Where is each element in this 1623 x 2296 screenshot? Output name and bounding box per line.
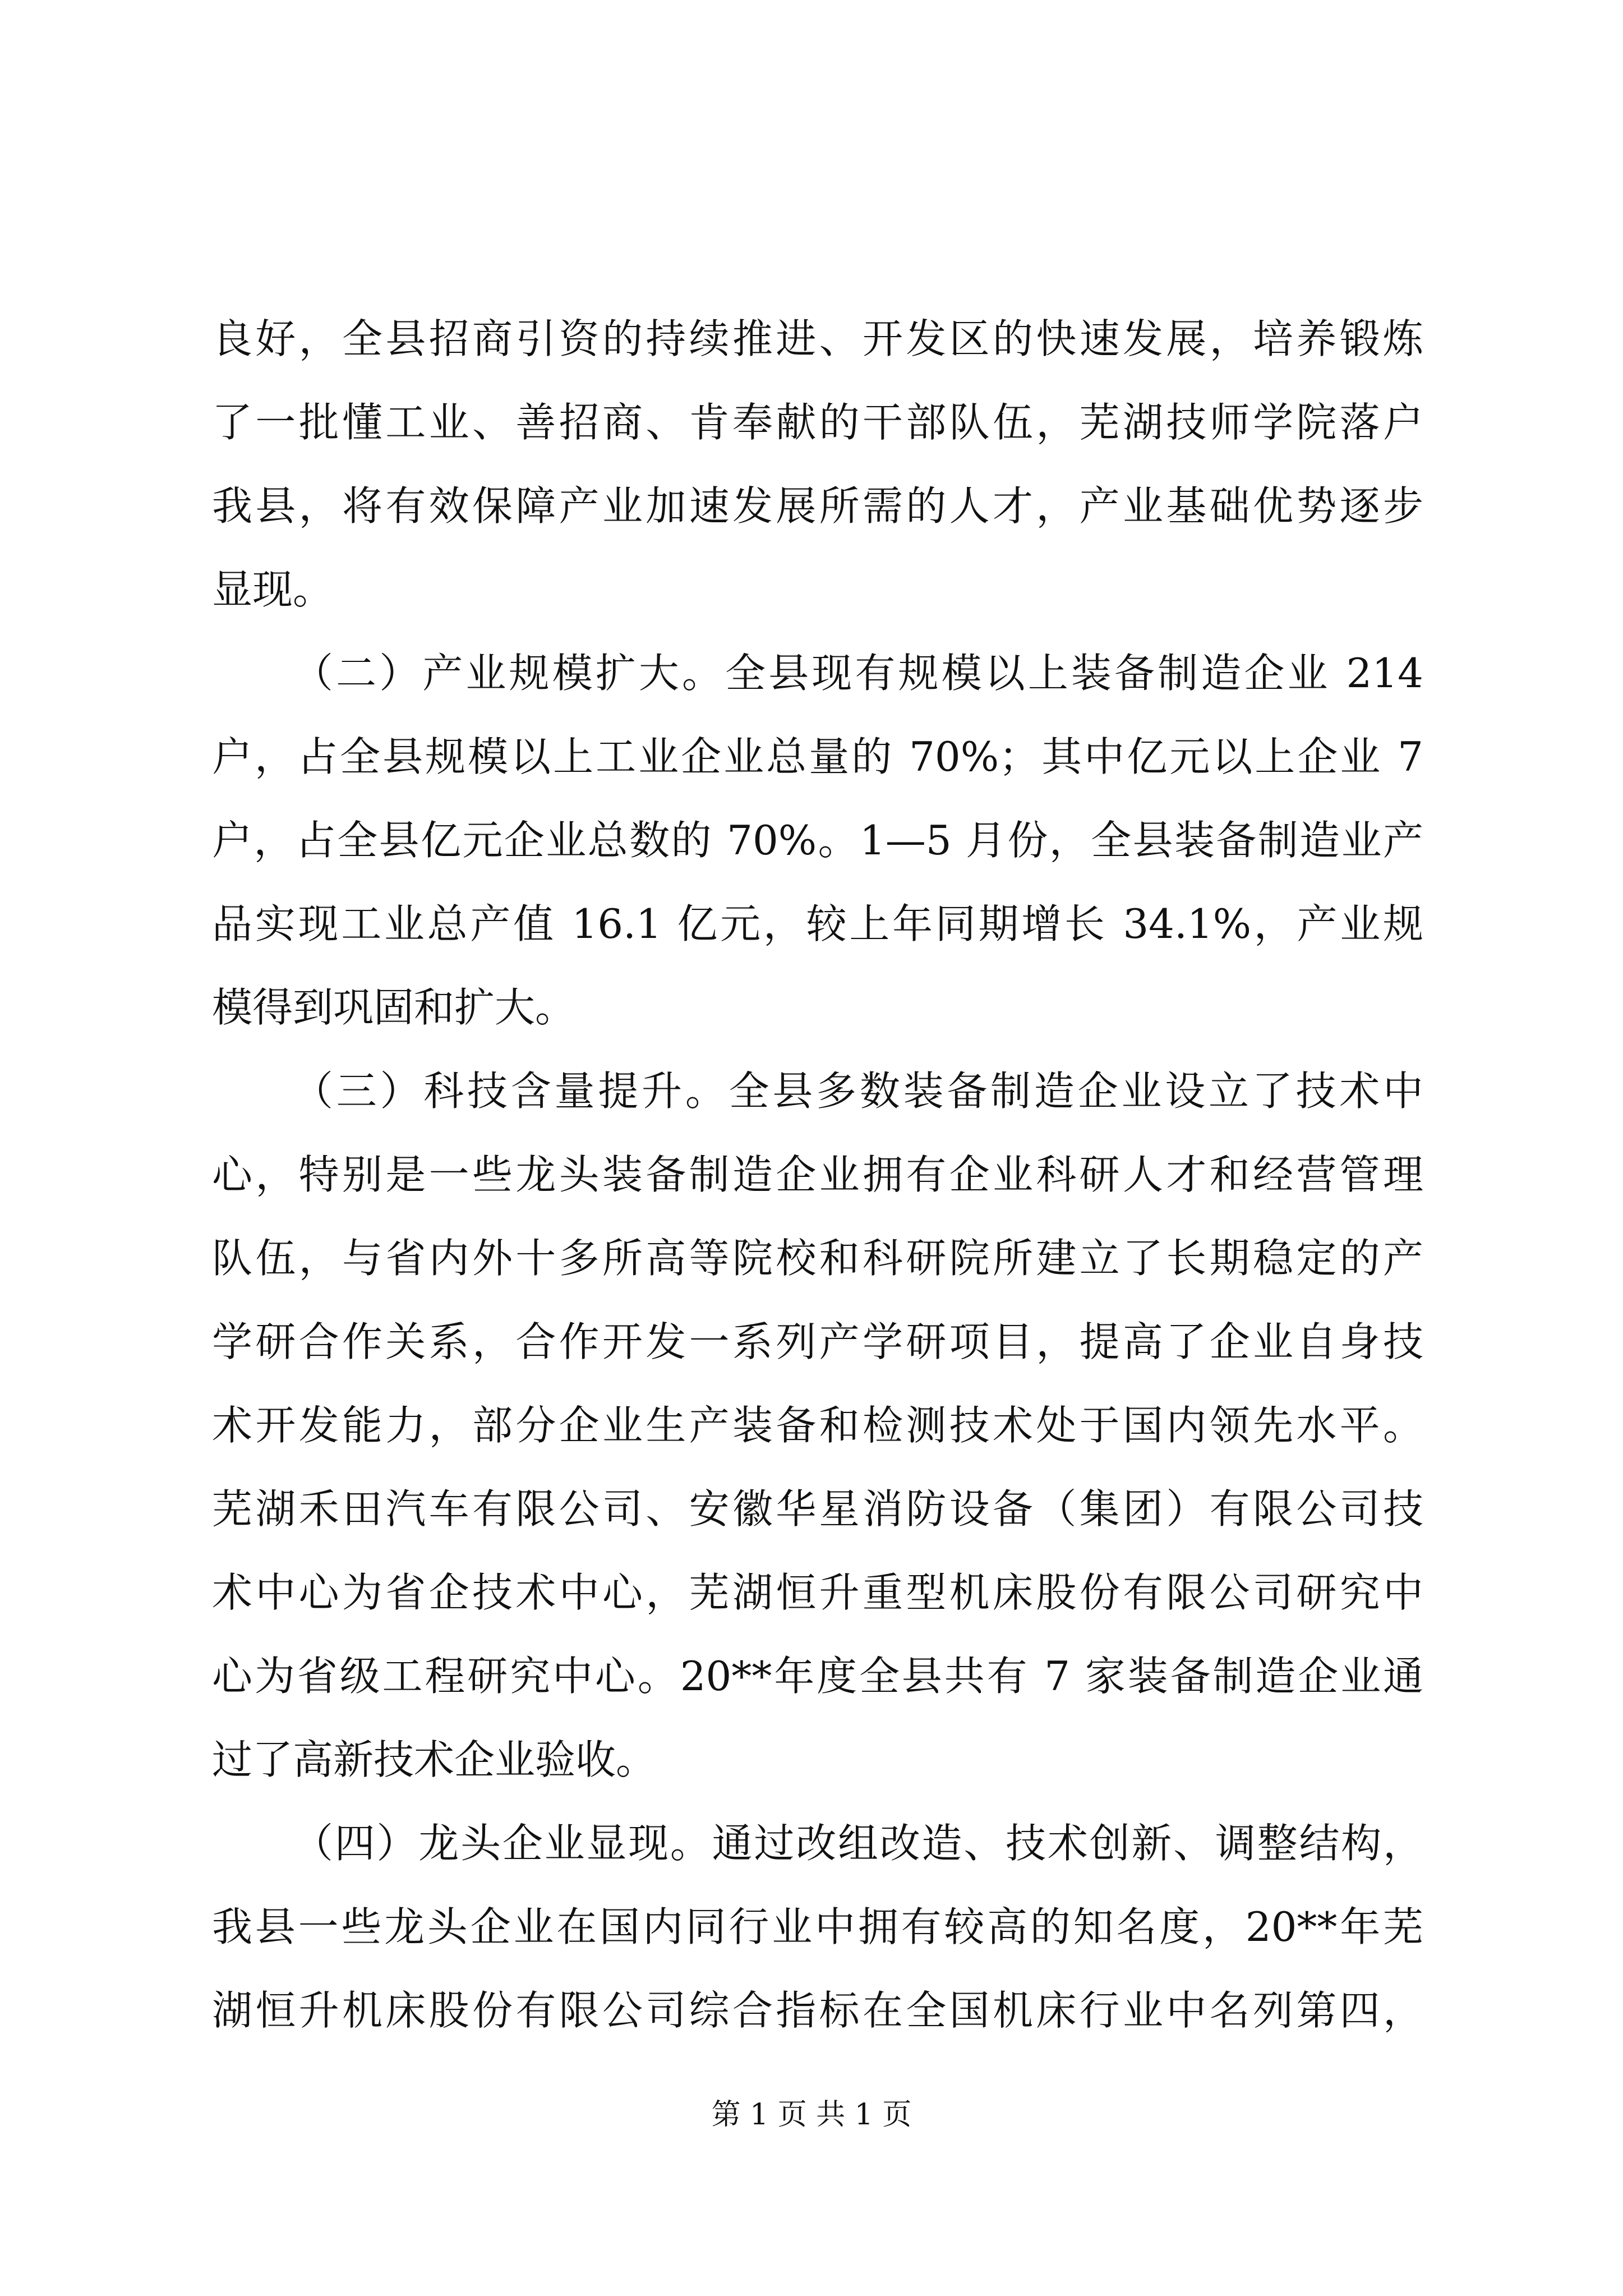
text-line: 队伍，与省内外十多所高等院校和科研院所建立了长期稳定的产 [212,1235,1423,1282]
text-line: 户，占全县亿元企业总数的 70%。1—5 月份，全县装备制造业产 [212,817,1423,864]
text-line: 我县一些龙头企业在国内同行业中拥有较高的知名度，20**年芜 [212,1903,1423,1950]
text-line: 术开发能力，部分企业生产装备和检测技术处于国内领先水平。 [212,1402,1423,1449]
paragraph-4-first-line: （四）龙头企业显现。通过改组改造、技术创新、调整结构， [293,1820,1423,1867]
document-body [212,297,1423,2053]
text-line: 模得到巩固和扩大。 [212,984,576,1031]
text-line: 显现。 [212,566,334,613]
text-line: 芜湖禾田汽车有限公司、安徽华星消防设备（集团）有限公司技 [212,1485,1423,1533]
paragraph-2-first-line: （二）产业规模扩大。全县现有规模以上装备制造企业 214 [293,650,1423,697]
text-line: 术中心为省企技术中心，芜湖恒升重型机床股份有限公司研究中 [212,1569,1423,1616]
text-line: 湖恒升机床股份有限公司综合指标在全国机床行业中名列第四， [212,1987,1423,2034]
text-line: 我县，将有效保障产业加速发展所需的人才，产业基础优势逐步 [212,482,1423,530]
text-line: 了一批懂工业、善招商、肯奉献的干部队伍，芜湖技师学院落户 [212,399,1423,446]
text-line: 学研合作关系，合作开发一系列产学研项目，提高了企业自身技 [212,1318,1423,1365]
text-line: 良好，全县招商引资的持续推进、开发区的快速发展，培养锻炼 [212,315,1423,362]
text-line: 过了高新技术企业验收。 [212,1736,657,1783]
page-number-footer: 第 1 页 共 1 页 [711,2098,912,2132]
text-line: 心，特别是一些龙头装备制造企业拥有企业科研人才和经营管理 [212,1151,1423,1198]
text-line: 心为省级工程研究中心。20**年度全县共有 7 家装备制造企业通 [212,1653,1423,1700]
text-line: 户，占全县规模以上工业企业总量的 70%；其中亿元以上企业 7 [212,733,1423,780]
text-line: 品实现工业总产值 16.1 亿元，较上年同期增长 34.1%，产业规 [212,900,1423,947]
paragraph-3-first-line: （三）科技含量提升。全县多数装备制造企业设立了技术中 [293,1068,1423,1115]
